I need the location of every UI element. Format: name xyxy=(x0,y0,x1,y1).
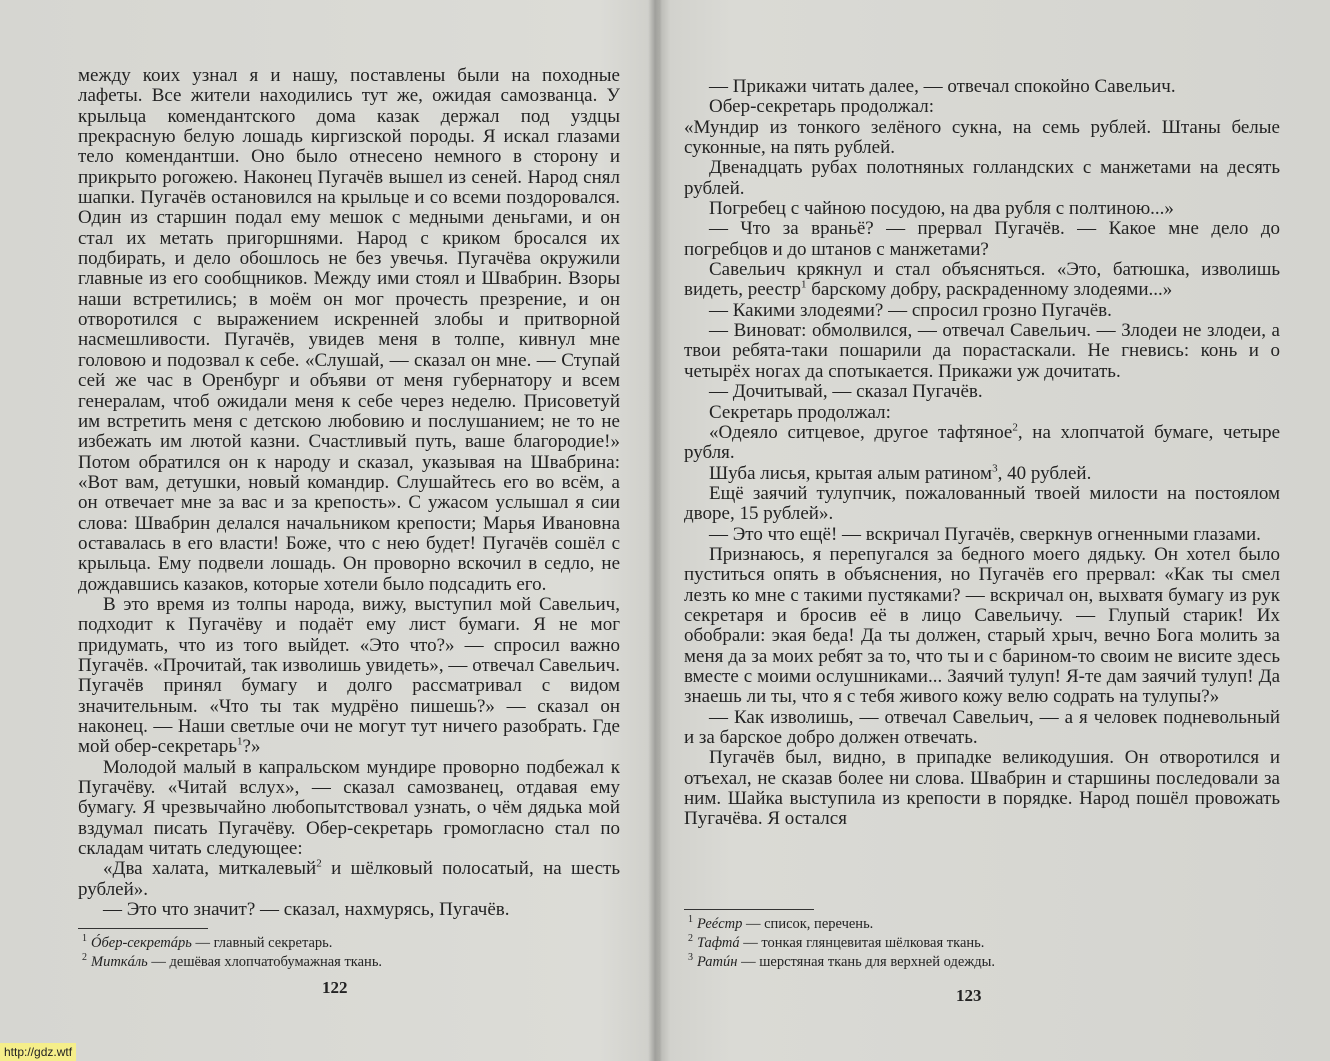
left-page xyxy=(0,0,650,1061)
page-number: 123 xyxy=(956,986,982,1005)
paragraph-text: — Какими злодеями? — спросил грозно Пугачёв. xyxy=(709,299,1112,321)
footnote-marker: 2 xyxy=(316,858,322,871)
paragraph-text: — Прикажи читать далее, — отвечал спокойно Савельич. xyxy=(709,76,1176,97)
paragraph-text: Шуба лисья, крытая алым ратином xyxy=(709,462,993,484)
paragraph-text: — Это что значит? — сказал, нахмурясь, Пугачёв. xyxy=(103,899,510,921)
footnote-marker: 3 xyxy=(992,462,998,475)
footnote-definition: — список, перечень. xyxy=(742,916,874,932)
paragraph xyxy=(684,525,1280,545)
paragraph xyxy=(684,403,1280,423)
paragraph-text: — Это что ещё! — вскричал Пугачёв, сверкнув огненными глазами. xyxy=(709,523,1261,545)
footnote-number: 1 xyxy=(82,933,87,945)
footnote-definition: — главный секретарь. xyxy=(191,935,333,951)
paragraph xyxy=(684,97,1280,117)
paragraph-text: Секретарь продолжал: xyxy=(709,401,891,423)
page-number: 122 xyxy=(322,978,348,997)
footnote-marker: 1 xyxy=(237,736,243,749)
left-page-body xyxy=(78,66,620,920)
footnote-term: Миткáль xyxy=(91,954,148,970)
left-footnotes xyxy=(78,928,608,972)
paragraph xyxy=(684,158,1280,199)
paragraph-text: ?» xyxy=(242,736,261,758)
paragraph-text: «Два халата, миткалевый xyxy=(103,858,317,880)
paragraph-text: — Что за враньё? — прервал Пугачёв. — Какое мне дело до погребцов и до штанов с манжетами? xyxy=(684,218,1280,260)
paragraph xyxy=(684,321,1280,382)
footnote xyxy=(78,934,608,953)
paragraph xyxy=(78,758,620,860)
paragraph xyxy=(684,484,1280,525)
right-page-body xyxy=(684,77,1280,830)
watermark-link[interactable]: http://gdz.wtf xyxy=(0,1043,76,1061)
footnote xyxy=(684,915,1244,934)
footnote-marker: 1 xyxy=(801,279,807,292)
footnote-definition: — шерстяная ткань для верхней одежды. xyxy=(737,954,996,970)
paragraph-text: Погребец с чайною посудою, на два рубля с полтиною...» xyxy=(709,198,1174,220)
right-page xyxy=(662,0,1330,1061)
footnote-definition: — тонкая глянцевитая шёлковая ткань. xyxy=(739,935,985,951)
paragraph xyxy=(684,545,1280,708)
paragraph-text: Ещё заячий тулупчик, пожалованный твоей милости на постоялом дворе, 15 рублей». xyxy=(684,482,1280,525)
footnote-term: Óбер-секретáрь xyxy=(91,935,192,951)
paragraph-text: Пугачёв был, видно, в припадке великодушия. Он отворотился и отъехал, не сказав более ни слова. Швабрин и старшины последовали за ним. Шайка выступила из крепости в порядке. Народ пошёл провожать Пугачёва. Я остался xyxy=(684,747,1280,830)
paragraph-text: «Одеяло ситцевое, другое тафтяное xyxy=(709,421,1013,443)
paragraph xyxy=(684,77,1280,97)
paragraph xyxy=(684,301,1280,321)
footnote xyxy=(78,953,608,972)
paragraph-text: Молодой малый в капральском мундире проворно подбежал к Пугачёву. «Читай вслух», — сказал самозванец, отдавая ему бумагу. Я чрезвычайно любопытствовал узнать, о чём дядька мой вздумал писать Пугачёву. Обер-секретарь громогласно стал по складам читать следующее: xyxy=(78,756,620,860)
footnote-number: 2 xyxy=(688,933,693,945)
paragraph-text: В это время из толпы народа, вижу, выступил мой Савельич, подходит к Пугачёву и подаёт ему лист бумаги. Я не мог придумать, что из того выйдет. «Это что?» — спросил важно Пугачёв. «Прочитай, так изволишь увидеть», — отвечал Савельич. Пугачёв принял бумагу и долго рассматривал с видом значительным. «Что ты так мудрёно пишешь?» — сказал он наконец. — Наши светлые очи не могут тут ничего разобрать. Где мой обер-секретарь xyxy=(78,593,620,758)
paragraph xyxy=(78,595,620,758)
paragraph-text: Признаюсь, я перепугался за бедного моего дядьку. Он хотел было пуститься опять в объяснения, но Пугачёв его прервал: «Как ты смел лезть ко мне с такими пустяками? — вскричал он, выхватя бумагу из рук секретаря и бросив её в лицо Савельичу. — Глупый старик! Их обобрали: экая беда! Да ты должен, старый хрыч, вечно Бога молить за меня да за моих ребят за то, что ты и с барином-то своим не висите здесь вместе с моими ослушниками... Заячий тулуп! Я-те дам заячий тулуп! Да знаешь ли ты, что я с тебя живого кожу велю содрать на тулупы?» xyxy=(684,543,1280,708)
footnote-term: Тафтá xyxy=(697,935,740,951)
paragraph-text: и шёлковый полосатый, на шесть рублей». xyxy=(78,858,620,900)
paragraph xyxy=(684,199,1280,219)
paragraph xyxy=(684,118,1280,159)
footnote-term: Реéстр xyxy=(697,916,743,932)
paragraph xyxy=(684,260,1280,301)
paragraph xyxy=(684,423,1280,464)
paragraph xyxy=(684,708,1280,749)
paragraph-text: , 40 рублей. xyxy=(997,462,1092,484)
paragraph xyxy=(78,859,620,900)
paragraph-text: Обер-секретарь продолжал: xyxy=(709,96,935,118)
paragraph-text: между коих узнал я и нашу, поставлены были на походные лафеты. Все жители находились тут же, ожидая самозванца. У крыльца комендантского дома казак держал под уздцы прекрасную белую лошадь киргизской породы. Я искал глазами тело комендантши. Оно было отнесено немного в сторону и прикрыто рогожею. Наконец Пугачёв вышел из сеней. Народ снял шапки. Пугачёв остановился на крыльце и со всеми поздоровался. Один из старшин подал ему мешок с медными деньгами, и он стал их метать пригоршнями. Народ с криком бросался их подбирать, и дело обошлось не без увечья. Пугачёва окружили главные из его сообщников. Между ими стоял и Швабрин. Взоры наши встретились; в моём он мог прочесть презрение, и он отворотился с выражением искренней злобы и притворной насмешливости. Пугачёв, увидев меня в толпе, кивнул мне головою и подозвал к себе. «Слушай, — сказал он мне. — Ступай сей же час в Оренбург и объяви от меня губернатору и всем генералам, чтоб ожидали меня к себе через неделю. Присоветуй им встретить меня с детскою любовию и послушанием; не то не избежать им лютой казни. Счастливый путь, ваше благородие!» Потом обратился он к народу и сказал, указывая на Швабрина: «Вот вам, детушки, новый командир. Слушайтесь его во всём, а он отвечает мне за вас и за крепость». С ужасом услышал я сии слова: Швабрин делался начальником крепости; Марья Ивановна оставалась в его власти! Боже, что с нею будет! Пугачёв сошёл с крыльца. Ему подвели лошадь. Он проворно вскочил в седло, не дождавшись казаков, которые хотели было подсадить его. xyxy=(78,65,620,595)
paragraph-text: барскому добру, раскраденному злодеями...» xyxy=(806,279,1173,301)
paragraph xyxy=(684,748,1280,829)
paragraph-text: , на хлопчатой бумаге, четыре рубля. xyxy=(684,421,1280,464)
paragraph xyxy=(78,900,620,920)
footnote-number: 1 xyxy=(688,914,693,926)
footnote-divider xyxy=(684,909,814,910)
paragraph-text: «Мундир из тонкого зелёного сукна, на семь рублей. Штаны белые суконные, на пять рублей. xyxy=(684,116,1280,159)
paragraph xyxy=(78,66,620,595)
footnote-number: 3 xyxy=(688,952,693,964)
paragraph-text: — Виноват: обмолвился, — отвечал Савельич. — Злодеи не злодеи, а твои ребята-таки пошарили да порастаскали. Не гневись: конь и о четырёх ногах да спотыкается. Прикажи уж дочитать. xyxy=(684,320,1280,382)
paragraph xyxy=(684,219,1280,260)
paragraph xyxy=(684,464,1280,484)
page-gutter xyxy=(648,0,662,1061)
right-footnotes xyxy=(684,909,1244,972)
footnote xyxy=(684,934,1244,953)
paragraph-text: Двенадцать рубах полотняных голландских с манжетами на десять рублей. xyxy=(684,157,1280,199)
footnote xyxy=(684,953,1244,972)
footnote-number: 2 xyxy=(82,952,87,964)
footnote-marker: 2 xyxy=(1012,421,1018,434)
paragraph-text: — Дочитывай, — сказал Пугачёв. xyxy=(709,381,983,403)
paragraph-text: Савельич крякнул и стал объясняться. «Это, батюшка, изволишь видеть, реестр xyxy=(684,259,1280,301)
footnote-definition: — дешёвая хлопчатобумажная ткань. xyxy=(147,954,383,970)
footnote-divider xyxy=(78,928,208,929)
paragraph xyxy=(684,382,1280,402)
footnote-term: Ратúн xyxy=(697,954,738,970)
paragraph-text: — Как изволишь, — отвечал Савельич, — а я человек подневольный и за барское добро должен отвечать. xyxy=(684,706,1280,748)
